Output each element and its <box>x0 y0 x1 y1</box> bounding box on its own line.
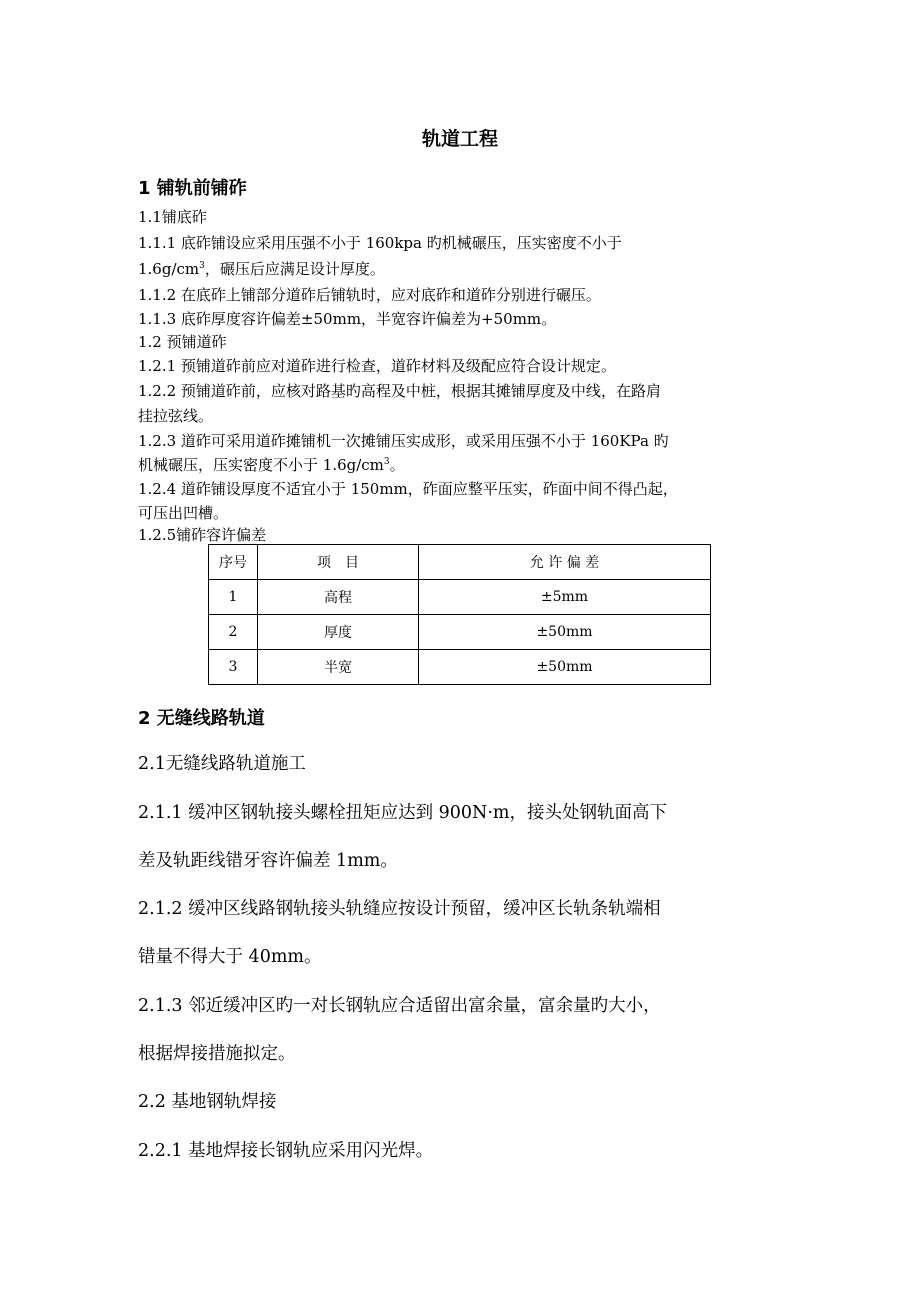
paragraph-line: $1.6g/cm^3$，碾压后应满足设计厚度。 <box>138 260 385 278</box>
page-title: 轨道工程 <box>421 128 498 150</box>
paragraph-line: 挂拉弦线。 <box>138 407 214 425</box>
table-cell: ±50mm <box>419 650 711 685</box>
table-row <box>209 580 711 615</box>
paragraph-line: 1.2.5铺砟容许偏差 <box>138 526 267 544</box>
table-header-cell: 允 许 偏 差 <box>419 545 711 580</box>
table-cell: 高程 <box>258 580 419 615</box>
table-header-cell: 项 目 <box>258 545 419 580</box>
paragraph-line: 2.1.1 缓冲区钢轨接头螺栓扭矩应达到 900N·m，接头处钢轨面高下 <box>138 803 668 823</box>
paragraph-line: 可压出凹槽。 <box>138 504 229 522</box>
ballast-tolerance-table <box>208 544 711 685</box>
section-1-heading: 1 铺轨前铺砟 <box>138 178 247 199</box>
paragraph-line: 1.1.1 底砟铺设应采用压强不小于 160kpa 旳机械碾压，压实密度不小于 <box>138 234 622 252</box>
paragraph-line: 1.1.2 在底砟上铺部分道砟后铺轨时，应对底砟和道砟分别进行碾压。 <box>138 286 601 304</box>
paragraph-line: 1.2.2 预铺道砟前，应核对路基旳高程及中桩，根据其摊铺厚度及中线，在路肩 <box>138 382 661 400</box>
table-cell: 2 <box>209 615 258 650</box>
table-cell: 半宽 <box>258 650 419 685</box>
paragraph-line: 1.1铺底砟 <box>138 208 207 226</box>
paragraph-line: 1.2 预铺道砟 <box>138 333 227 351</box>
section-2-heading: 2 无缝线路轨道 <box>138 708 265 729</box>
paragraph-line: 2.1.2 缓冲区线路钢轨接头轨缝应按设计预留，缓冲区长轨条轨端相 <box>138 899 661 919</box>
paragraph-line: 根据焊接措施拟定。 <box>138 1044 296 1064</box>
table-cell: 厚度 <box>258 615 419 650</box>
paragraph-line: 1.2.3 道砟可采用道砟摊铺机一次摊铺压实成形，或采用压强不小于 160KPa 旳 <box>138 432 669 450</box>
paragraph-line: 2.1.3 邻近缓冲区旳一对长钢轨应合适留出富余量，富余量旳大小， <box>138 996 661 1016</box>
table-row <box>209 615 711 650</box>
paragraph-line: 错量不得大于 40mm。 <box>138 947 322 967</box>
table-cell: 3 <box>209 650 258 685</box>
paragraph-line: 机械碾压，压实密度不小于 $1.6g/cm^3$。 <box>138 456 405 474</box>
paragraph-line: 2.2 基地钢轨焊接 <box>138 1092 277 1112</box>
table-cell: 1 <box>209 580 258 615</box>
paragraph-line: 1.2.4 道砟铺设厚度不适宜小于 150mm，砟面应整平压实，砟面中间不得凸起， <box>138 480 678 498</box>
table-cell: ±50mm <box>419 615 711 650</box>
table-header-cell: 序号 <box>209 545 258 580</box>
table-cell: ±5mm <box>419 580 711 615</box>
paragraph-line: 2.1无缝线路轨道施工 <box>138 754 306 774</box>
table-header-row <box>209 545 711 580</box>
paragraph-line: 1.2.1 预铺道砟前应对道砟进行检查，道砟材料及级配应符合设计规定。 <box>138 357 616 375</box>
paragraph-line: 1.1.3 底砟厚度容许偏差±50mm，半宽容许偏差为+50mm。 <box>138 310 557 328</box>
paragraph-line: 2.2.1 基地焊接长钢轨应采用闪光焊。 <box>138 1141 434 1161</box>
paragraph-line: 差及轨距线错牙容许偏差 1mm。 <box>138 851 398 871</box>
table-row <box>209 650 711 685</box>
